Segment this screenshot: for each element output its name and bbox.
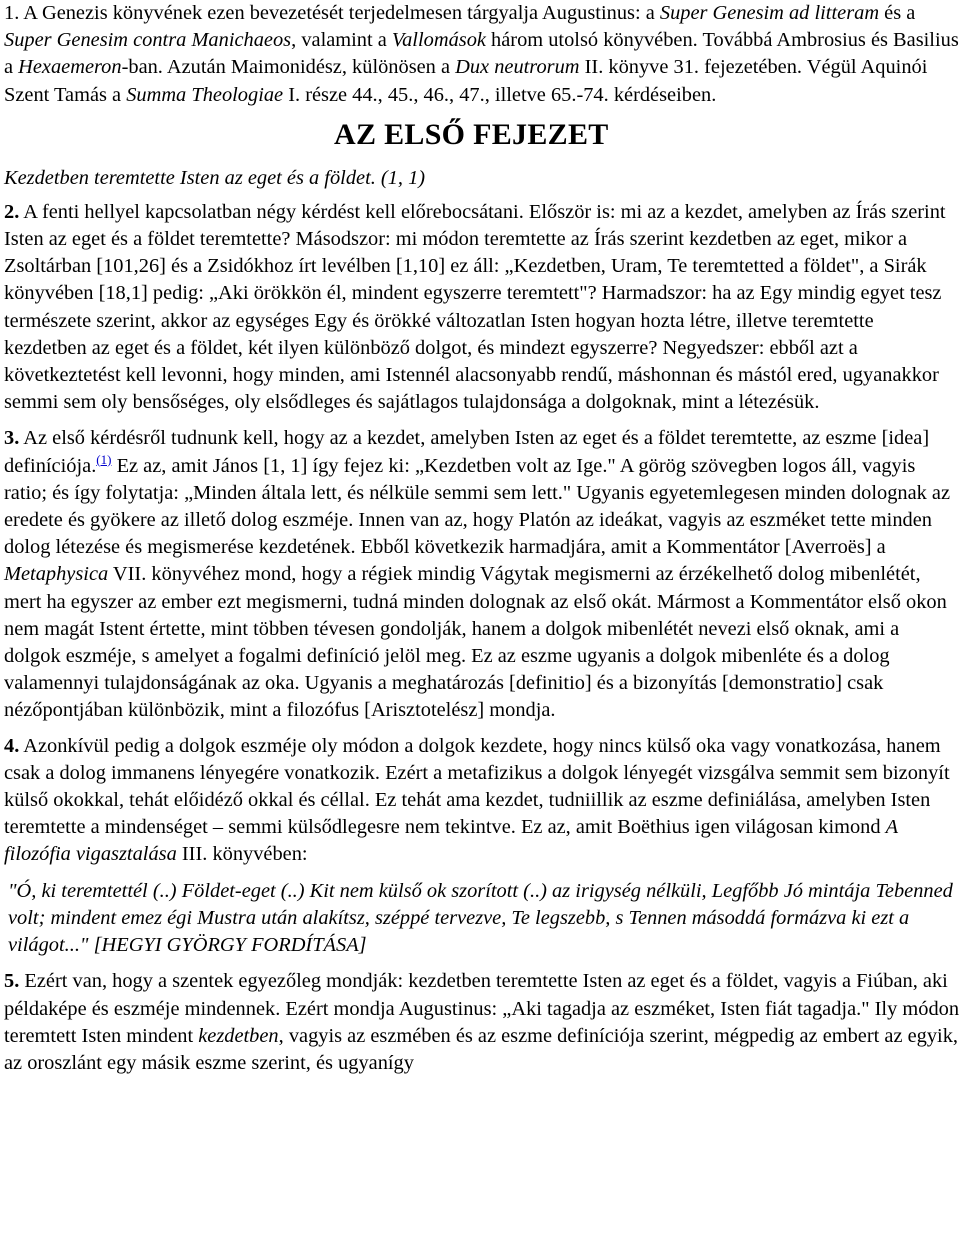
paragraph-number: 2. [4,200,20,223]
book-title: Dux neutrorum [455,56,580,79]
text-run: Ez az, amit János [1, 1] így fejez ki: „Kezdetben volt az Ige." A görög szövegben logos áll, vagyis ratio; és így folytatja: „Minden általa lett, és nélküle semmi sem lett." Ugyanis egyetemlegesen minden dolognak az eredete és gyökere az illető dolog eszméje. Innen van az, hogy Platón az ideákat, vagyis az eszméket tette minden dolog létezése és megismerése kezdetének. Ebből következik harmadjára, amit a Kommentátor [Averroës] a [4,454,951,559]
paragraph-3 [4,425,960,724]
intro-paragraph [4,0,960,109]
book-title: Hexaemeron [18,56,122,79]
text-run: II. könyve 31. fejezetében. Végül Aquinói Szent Tamás a [4,56,928,106]
text-run: III. könyvében: [176,843,308,866]
paragraph-2 [4,199,960,417]
paragraph-number: 4. [4,734,20,757]
text-run: Az első kérdésről tudnunk kell, hogy az a kezdet, amelyben Isten az eget és a földet teremtette, az eszme [idea] definíciója. [4,427,930,477]
book-title: Super Genesim ad litteram [659,2,880,24]
chapter-heading [4,109,960,193]
text-run: I. része 44., 45., 46., 47., illetve 65.-74. kérdéseiben. [283,83,717,106]
book-title: Metaphysica [4,563,109,586]
quotation: "Ó, ki teremtettél (..) Földet-eget (..) Kit nem külső ok szorított (..) az irigység nélküli, Legfőbb Jó mintája Tebenned volt; mindent emez égi Mustra után alakítsz, széppé tervezve, Te legszebb, s Tennen másoddá formázva ki ezt a világot..." [HEGYI GYÖRGY FORDÍTÁSA] [8,879,953,957]
text-run: , vagyis az eszmében és az eszme definíciója szerint, mégpedig az embert az egyik, az oroszlánt egy másik eszme szerint, és ugyanígy [4,1024,959,1074]
chapter-title: AZ ELSŐ FEJEZET [334,117,609,151]
book-title: Vallomások [391,29,486,52]
text-run: A fenti hellyel kapcsolatban négy kérdést kell előrebocsátani. Először is: mi az a kezdet, amelyben az Írás szerint Isten az eget és a földet teremtette? Másodszor: mi módon teremtette az Írás szerint kezdetben az eget, mikor a Zsoltárban [101,26] és a Zsidókhoz írt levélben [1,10] ez áll: „Kezdetben, Uram, Te teremtetted a földet", a Sirák könyvében [18,1] pedig: „Aki örökkön él, mindent egyszerre teremtett"? Harmadszor: ha az Egy mindig egyet tesz természete szerint, akkor az egységes Egy és örökké változatlan Isten hogyan hozta létre, illetve teremtette kezdetben az eget és a földet, két ilyen különböző dolgot, és mindezt egyszerre? Negyedszer: ebből azt a következtetést kell levonni, hogy minden, ami Istennél alacsonyabb rendű, máshonnan és mástól ered, ugyanakkor semmi sem oly bensőséges, oly elsődleges és sajátlagos tulajdonsága a dolgoknak, mint a létezésük. [4,200,946,414]
footnote-link[interactable]: (1) [96,451,112,467]
paragraph-number: 5. [4,970,20,993]
book-title: A filozófia vigasztalása [4,816,898,866]
paragraph-5 [4,968,960,1077]
book-title: Summa Theologiae [126,83,284,106]
text-run: -ban. Azután Maimonidész, különösen a [121,56,456,79]
text-run: három utolsó könyvében. Továbbá Ambrosius és Basilius a [4,29,959,79]
text-run: VII. könyvéhez mond, hogy a régiek mindig Vágytak megismerni az érzékelhető dolog mibenlétét, mert ha egyszer az ember ezt megismerni, tudná minden dolognak az első okát. Mármost a Kommentátor első okon nem magát Istent értette, mint többen tévesen gondolják, hanem a dolgok mibenlétét nevezi első oknak, ami a dolgok eszméje, s amelyet a fogalmi definíció jelöl meg. Ez az eszme ugyanis a dolgok mibenléte és a dolog valamennyi tulajdonságának az oka. Ugyanis a meghatározás [definitio] és a bizonyítás [demonstratio] csak nézőpontjában különbözik, mint a filozófus [Arisztotelész] mondja. [4,563,947,722]
chapter-motto: Kezdetben teremtette Isten az eget és a földet. (1, 1) [4,166,426,189]
text-run: Azonkívül pedig a dolgok eszméje oly módon a dolgok kezdete, hogy nincs külső oka vagy vonatkozása, hanem csak a dolog immanens lényegére vonatkozik. Ezért a metafizikus a dolgok lényegét vizsgálva semmit sem bizonyít külső okokkal, tehát előidéző okkal és céllal. Ez tehát ama kezdet, tudniillik az eszme definiálása, amelyben Isten teremtette a mindenséget – semmi külsődlegesre nem tekintve. Ez az, amit Boëthius igen világosan kimond [4,734,950,839]
book-title: Super Genesim contra Manichaeos [4,29,292,52]
paragraph-4 [4,733,960,869]
text-run: 1. A Genezis könyvének ezen bevezetését terjedelmesen tárgyalja Augustinus: a [4,2,660,24]
paragraph-number: 3. [4,427,20,450]
text-run: és a [879,2,916,24]
emphasis: kezdetben [198,1024,279,1047]
text-run: Ezért van, hogy a szentek egyezőleg mondják: kezdetben teremtette Isten az eget és a földet, vagyis a Fiúban, aki példaképe és eszméje mindennek. Ezért mondja Augustinus: „Aki tagadja az eszméket, Isten fiát tagadja." Ily módon teremtett Isten mindent [4,970,960,1047]
text-run: , valamint a [291,29,392,52]
